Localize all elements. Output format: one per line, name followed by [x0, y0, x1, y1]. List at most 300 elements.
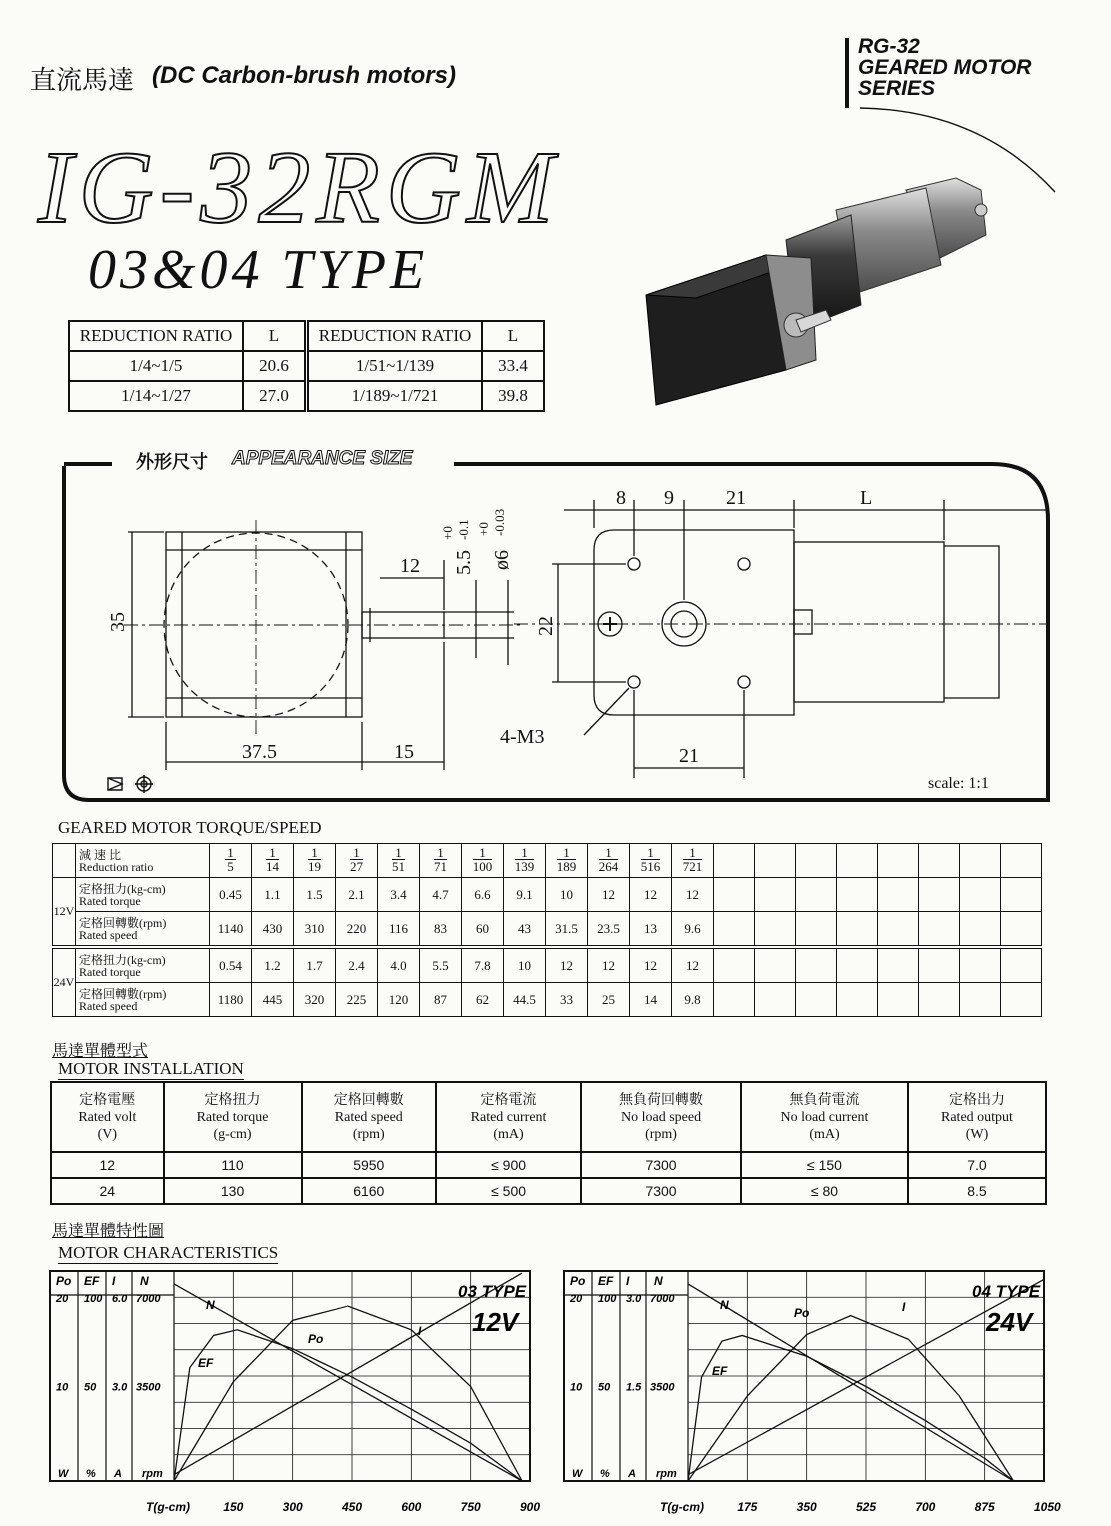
scale-label: scale: 1:1 — [928, 775, 989, 792]
axis-head: Po — [570, 1274, 586, 1288]
value-cell: 9.6 — [672, 912, 714, 948]
x-tick-label: 1050 — [1034, 1500, 1061, 1514]
ratio-cell — [294, 844, 336, 878]
table-cell: 7300 — [581, 1178, 741, 1204]
dim-dia-6: ø6 — [491, 550, 513, 570]
header-unit: (mA) — [809, 1126, 840, 1142]
volt-cell — [53, 844, 76, 878]
value-cell: 7.8 — [462, 947, 504, 983]
dim-5-5-tol-up: +0 — [440, 526, 455, 540]
header-cell — [436, 1082, 581, 1152]
y-tick-label: 20 — [570, 1293, 583, 1305]
row-label — [76, 878, 210, 912]
unit-label: W — [572, 1468, 583, 1480]
y-tick-label: 3.0 — [626, 1293, 642, 1305]
value-cell: 430 — [252, 912, 294, 948]
value-cell: 14 — [630, 983, 672, 1017]
table-cell: 1/14~1/27 — [69, 381, 243, 411]
dim-21-bottom: 21 — [679, 745, 699, 767]
axis-head: I — [112, 1274, 116, 1288]
y-tick-label: 7000 — [650, 1293, 675, 1305]
ratio-denominator: 71 — [434, 859, 447, 874]
header-en: Rated torque — [196, 1109, 269, 1125]
value-cell: 120 — [378, 983, 420, 1017]
axis-head: EF — [598, 1274, 614, 1288]
unit-label: W — [58, 1468, 69, 1480]
value-cell: 12 — [588, 947, 630, 983]
empty-cell — [960, 844, 1001, 878]
table-cell: 24 — [51, 1178, 164, 1204]
unit-label: rpm — [656, 1468, 677, 1480]
ratio-fraction: $\frac{1}{100}$ — [472, 845, 493, 874]
axis-head: Po — [56, 1274, 72, 1288]
axis-head: EF — [84, 1274, 100, 1288]
value-cell: 9.8 — [672, 983, 714, 1017]
empty-cell — [755, 844, 796, 878]
ratio-denominator: 27 — [350, 859, 363, 874]
curve-label-po: Po — [794, 1306, 810, 1320]
ratio-fraction: $\frac{1}{139}$ — [514, 845, 535, 874]
header-en: No load current — [780, 1109, 869, 1125]
y-tick-label: 20 — [56, 1293, 69, 1305]
table-cell: 7.0 — [908, 1152, 1046, 1178]
empty-cell — [1001, 947, 1042, 983]
empty-cell — [1001, 983, 1042, 1017]
row-label-english: Rated speed — [79, 998, 138, 1013]
y-tick-label: 10 — [56, 1381, 69, 1394]
table-row — [69, 351, 544, 381]
row-label-english: Reduction ratio — [79, 859, 154, 874]
dim-dia-6-tol-down: -0.03 — [492, 508, 507, 536]
value-cell: 1.5 — [294, 878, 336, 912]
value-cell: 13 — [630, 912, 672, 948]
empty-cell — [878, 844, 919, 878]
row-label-english: Rated speed — [79, 927, 138, 942]
table-cell: ≤ 80 — [741, 1178, 908, 1204]
ratio-denominator: 5 — [227, 859, 234, 874]
value-cell: 4.7 — [420, 878, 462, 912]
dim-37-5: 37.5 — [242, 741, 277, 763]
x-tick-label: 700 — [915, 1500, 936, 1514]
dim-12: 12 — [400, 555, 420, 577]
ratio-cell — [252, 844, 294, 878]
dim-35: 35 — [107, 612, 129, 632]
dim-l: L — [860, 487, 873, 509]
dim-15: 15 — [394, 741, 414, 763]
table-row — [51, 1178, 1046, 1204]
unit-label: rpm — [142, 1468, 163, 1480]
header-unit: (mA) — [493, 1126, 524, 1142]
x-tick-label: 750 — [460, 1500, 481, 1514]
empty-cell — [1001, 878, 1042, 912]
series-n-line — [174, 1284, 522, 1481]
dim-22: 22 — [535, 616, 557, 636]
value-cell: 320 — [294, 983, 336, 1017]
ratio-denominator: 100 — [472, 859, 493, 874]
y-tick-label: 100 — [598, 1293, 617, 1305]
empty-cell — [714, 912, 755, 948]
ratio-cell — [630, 844, 672, 878]
header-cell: REDUCTION RATIO — [307, 321, 483, 351]
x-axis-label: T(g-cm) — [660, 1500, 704, 1514]
value-cell: 83 — [420, 912, 462, 948]
table-row — [53, 878, 1042, 912]
header-unit: (rpm) — [645, 1126, 677, 1142]
y-tick-label: 3500 — [136, 1381, 161, 1394]
y-tick-label: 10 — [570, 1381, 583, 1394]
x-tick-label: 875 — [974, 1500, 995, 1514]
empty-cell — [837, 878, 878, 912]
header-en: Rated speed — [334, 1109, 403, 1125]
dim-9: 9 — [664, 487, 674, 509]
row-label-chinese: 定格回轉數(rpm) — [79, 915, 167, 930]
empty-cell — [714, 947, 755, 983]
table-cell: 27.0 — [243, 381, 307, 411]
table-cell: 8.5 — [908, 1178, 1046, 1204]
header-en: Rated volt — [78, 1109, 137, 1125]
table-cell: 1/4~1/5 — [69, 351, 243, 381]
value-cell: 12 — [672, 878, 714, 912]
value-cell: 310 — [294, 912, 336, 948]
series-label — [858, 36, 1031, 99]
ratio-fraction: $\frac{1}{721}$ — [682, 845, 703, 874]
series-line-3: SERIES — [858, 77, 936, 100]
table-row — [53, 947, 1042, 983]
value-cell: 43 — [504, 912, 546, 948]
table-row — [69, 381, 544, 411]
value-cell: 10 — [546, 878, 588, 912]
x-tick-label: 525 — [856, 1500, 877, 1514]
row-label-chinese: 定格扭力(kg-cm) — [79, 881, 166, 896]
y-tick-label: 50 — [84, 1381, 97, 1394]
curve-label-n: N — [206, 1298, 215, 1312]
table-row — [53, 844, 1042, 878]
x-tick-label: 175 — [737, 1500, 758, 1514]
header-cell — [164, 1082, 302, 1152]
empty-cell — [714, 844, 755, 878]
series-i-line — [174, 1273, 522, 1475]
value-cell: 4.0 — [378, 947, 420, 983]
x-tick-label: 600 — [401, 1500, 422, 1514]
value-cell: 220 — [336, 912, 378, 948]
unit-label: A — [628, 1468, 636, 1480]
characteristics-title-english: MOTOR CHARACTERISTICS — [58, 1243, 279, 1262]
value-cell: 12 — [630, 947, 672, 983]
motor-photo — [636, 170, 1016, 420]
header-cn: 定格電流 — [480, 1092, 537, 1108]
empty-cell — [1001, 844, 1042, 878]
model-type: 03&04 TYPE — [88, 239, 429, 301]
curve-label-ef: EF — [712, 1364, 728, 1378]
value-cell: 2.1 — [336, 878, 378, 912]
empty-cell — [796, 878, 837, 912]
header-unit: (g-cm) — [213, 1126, 252, 1142]
unit-label: A — [114, 1468, 122, 1480]
ratio-fraction: $\frac{1}{27}$ — [350, 845, 363, 874]
value-cell: 31.5 — [546, 912, 588, 948]
value-cell: 3.4 — [378, 878, 420, 912]
value-cell: 44.5 — [504, 983, 546, 1017]
ratio-cell — [672, 844, 714, 878]
table-cell: 7300 — [581, 1152, 741, 1178]
value-cell: 6.6 — [462, 878, 504, 912]
table-row — [51, 1152, 1046, 1178]
row-label-english: Rated torque — [79, 964, 141, 979]
value-cell: 9.1 — [504, 878, 546, 912]
y-tick-label: 6.0 — [112, 1293, 128, 1305]
curve-label-i: I — [418, 1324, 422, 1338]
empty-cell — [837, 947, 878, 983]
series-line-2: GEARED MOTOR — [858, 56, 1032, 79]
value-cell: 12 — [588, 878, 630, 912]
value-cell: 1180 — [210, 983, 252, 1017]
series-line-1: RG-32 — [858, 35, 920, 58]
table-cell: 6160 — [302, 1178, 436, 1204]
value-cell: 1.7 — [294, 947, 336, 983]
table-cell: 110 — [164, 1152, 302, 1178]
table-cell: 5950 — [302, 1152, 436, 1178]
empty-cell — [878, 878, 919, 912]
ratio-cell — [462, 844, 504, 878]
appearance-drawing — [64, 460, 1048, 800]
row-label — [76, 947, 210, 983]
table-row — [69, 321, 544, 351]
dim-5-5-tol-down: -0.1 — [456, 519, 471, 540]
header-en: Rated current — [470, 1109, 547, 1125]
ratio-fraction: $\frac{1}{189}$ — [556, 845, 577, 874]
ratio-cell — [504, 844, 546, 878]
ratio-denominator: 19 — [308, 859, 321, 874]
header-cn: 定格扭力 — [204, 1092, 261, 1108]
empty-cell — [755, 878, 796, 912]
series-n-line — [688, 1284, 1013, 1481]
value-cell: 10 — [504, 947, 546, 983]
x-tick-label: 350 — [796, 1500, 817, 1514]
chart-volt-label: 12V — [472, 1307, 519, 1337]
chart-type-label: 04 TYPE — [972, 1282, 1041, 1301]
series-po-line — [688, 1316, 1013, 1481]
table-cell: 20.6 — [243, 351, 307, 381]
table-row — [53, 983, 1042, 1017]
empty-cell — [960, 878, 1001, 912]
empty-cell — [960, 983, 1001, 1017]
empty-cell — [919, 878, 960, 912]
reduction-ratio-table — [68, 320, 545, 412]
header-cn: 定格出力 — [948, 1092, 1005, 1108]
appearance-title-english: APPEARANCE SIZE — [228, 448, 425, 470]
series-ef-line — [688, 1335, 1013, 1481]
volt-cell: 12V — [53, 878, 76, 948]
value-cell: 12 — [546, 947, 588, 983]
curve-label-po: Po — [308, 1332, 324, 1346]
y-tick-label: 50 — [598, 1381, 611, 1394]
table-cell: 130 — [164, 1178, 302, 1204]
x-axis-label: T(g-cm) — [146, 1500, 190, 1514]
torque-speed-title: GEARED MOTOR TORQUE/SPEED — [58, 818, 322, 837]
value-cell: 5.5 — [420, 947, 462, 983]
ratio-fraction: $\frac{1}{516}$ — [640, 845, 661, 874]
header-unit: (rpm) — [352, 1126, 385, 1142]
empty-cell — [755, 947, 796, 983]
empty-cell — [837, 912, 878, 948]
header-cell — [302, 1082, 436, 1152]
ratio-denominator: 189 — [556, 859, 577, 874]
header-cn: 定格回轉數 — [333, 1092, 404, 1108]
empty-cell — [960, 912, 1001, 948]
characteristics-chart-03-12v — [50, 1265, 540, 1525]
torque-speed-table — [52, 843, 1042, 1017]
header-cell: L — [243, 321, 307, 351]
x-tick-label: 900 — [520, 1500, 541, 1514]
ratio-fraction: $\frac{1}{14}$ — [266, 845, 279, 874]
ratio-cell — [420, 844, 462, 878]
header-title-english: (DC Carbon-brush motors) — [152, 62, 456, 89]
ratio-fraction: $\frac{1}{71}$ — [434, 845, 447, 874]
empty-cell — [796, 844, 837, 878]
header-cell: REDUCTION RATIO — [69, 321, 243, 351]
empty-cell — [796, 912, 837, 948]
dim-dia-6-tol-up: +0 — [476, 522, 491, 536]
table-cell: 1/189~1/721 — [307, 381, 483, 411]
characteristics-title-chinese: 馬達單體特性圖 — [52, 1221, 165, 1240]
ratio-denominator: 264 — [598, 859, 619, 874]
y-tick-label: 1.5 — [626, 1381, 642, 1394]
table-row — [53, 912, 1042, 948]
dim-21-top: 21 — [726, 487, 746, 509]
empty-cell — [755, 912, 796, 948]
value-cell: 12 — [630, 878, 672, 912]
dim-5-5: 5.5 — [453, 550, 475, 575]
ratio-cell — [546, 844, 588, 878]
ratio-fraction: $\frac{1}{19}$ — [308, 845, 321, 874]
ratio-fraction: $\frac{1}{264}$ — [598, 845, 619, 874]
row-label — [76, 912, 210, 948]
table-cell: ≤ 900 — [436, 1152, 581, 1178]
header-en: Rated output — [941, 1109, 1013, 1125]
value-cell: 33 — [546, 983, 588, 1017]
header-unit: (W) — [965, 1126, 989, 1142]
value-cell: 23.5 — [588, 912, 630, 948]
row-label — [76, 983, 210, 1017]
ratio-cell — [210, 844, 252, 878]
empty-cell — [796, 983, 837, 1017]
ratio-cell — [336, 844, 378, 878]
ratio-denominator: 516 — [640, 859, 661, 874]
value-cell: 1140 — [210, 912, 252, 948]
axis-head: I — [626, 1274, 630, 1288]
y-tick-label: 100 — [84, 1293, 103, 1305]
ratio-cell — [588, 844, 630, 878]
empty-cell — [919, 844, 960, 878]
header-cell — [581, 1082, 741, 1152]
row-label-english: Rated torque — [79, 893, 141, 908]
series-divider — [845, 38, 849, 108]
curve-label-n: N — [720, 1298, 729, 1312]
x-tick-label: 450 — [342, 1500, 363, 1514]
ratio-denominator: 721 — [682, 859, 703, 874]
value-cell: 62 — [462, 983, 504, 1017]
header-cell — [908, 1082, 1046, 1152]
value-cell: 0.45 — [210, 878, 252, 912]
value-cell: 116 — [378, 912, 420, 948]
empty-cell — [755, 983, 796, 1017]
chart-type-label: 03 TYPE — [458, 1282, 527, 1301]
empty-cell — [919, 983, 960, 1017]
unit-label: % — [86, 1468, 96, 1480]
header-title-chinese: 直流馬達 — [30, 66, 135, 96]
value-cell: 2.4 — [336, 947, 378, 983]
empty-cell — [919, 912, 960, 948]
header-cell — [741, 1082, 908, 1152]
table-cell: 1/51~1/139 — [307, 351, 483, 381]
empty-cell — [878, 983, 919, 1017]
header-cn: 定格電壓 — [79, 1092, 136, 1108]
installation-title-english: MOTOR INSTALLATION — [58, 1059, 244, 1078]
empty-cell — [878, 947, 919, 983]
value-cell: 445 — [252, 983, 294, 1017]
row-label — [76, 844, 210, 878]
table-row — [51, 1082, 1046, 1152]
table-cell: ≤ 500 — [436, 1178, 581, 1204]
header-cn: 無負荷電流 — [789, 1092, 860, 1108]
value-cell: 0.54 — [210, 947, 252, 983]
value-cell: 225 — [336, 983, 378, 1017]
empty-cell — [714, 983, 755, 1017]
y-tick-label: 7000 — [136, 1293, 161, 1305]
header-unit: (V) — [97, 1126, 117, 1142]
empty-cell — [796, 947, 837, 983]
x-tick-label: 150 — [223, 1500, 244, 1514]
axis-head: N — [654, 1274, 663, 1288]
header-cn: 無負荷回轉數 — [619, 1092, 704, 1108]
ratio-cell — [378, 844, 420, 878]
empty-cell — [919, 947, 960, 983]
curve-label-ef: EF — [198, 1356, 214, 1370]
empty-cell — [1001, 912, 1042, 948]
thread-label: 4-M3 — [500, 726, 545, 748]
ratio-fraction: $\frac{1}{51}$ — [392, 845, 405, 874]
series-ef-line — [174, 1330, 522, 1481]
value-cell: 87 — [420, 983, 462, 1017]
ratio-fraction: $\frac{1}{5}$ — [227, 845, 234, 874]
table-cell: ≤ 150 — [741, 1152, 908, 1178]
y-tick-label: 3500 — [650, 1381, 675, 1394]
ratio-denominator: 139 — [514, 859, 535, 874]
y-tick-label: 3.0 — [112, 1381, 128, 1394]
value-cell: 1.1 — [252, 878, 294, 912]
unit-label: % — [600, 1468, 610, 1480]
empty-cell — [837, 844, 878, 878]
table-cell: 39.8 — [482, 381, 544, 411]
row-label-chinese: 減 速 比 — [79, 847, 122, 862]
table-cell: 33.4 — [482, 351, 544, 381]
header-cell: L — [482, 321, 544, 351]
header-en: No load speed — [620, 1109, 702, 1125]
table-cell: 12 — [51, 1152, 164, 1178]
row-label-chinese: 定格回轉數(rpm) — [79, 986, 167, 1001]
value-cell: 60 — [462, 912, 504, 948]
dim-8: 8 — [616, 487, 626, 509]
value-cell: 1.2 — [252, 947, 294, 983]
installation-title-chinese: 馬達單體型式 — [52, 1041, 149, 1060]
volt-cell: 24V — [53, 947, 76, 1017]
empty-cell — [714, 878, 755, 912]
ratio-denominator: 51 — [392, 859, 405, 874]
appearance-title-chinese: 外形尺寸 — [128, 448, 216, 474]
model-name: IG-32RGM — [38, 130, 560, 245]
axis-head: N — [140, 1274, 149, 1288]
installation-table — [50, 1081, 1047, 1205]
